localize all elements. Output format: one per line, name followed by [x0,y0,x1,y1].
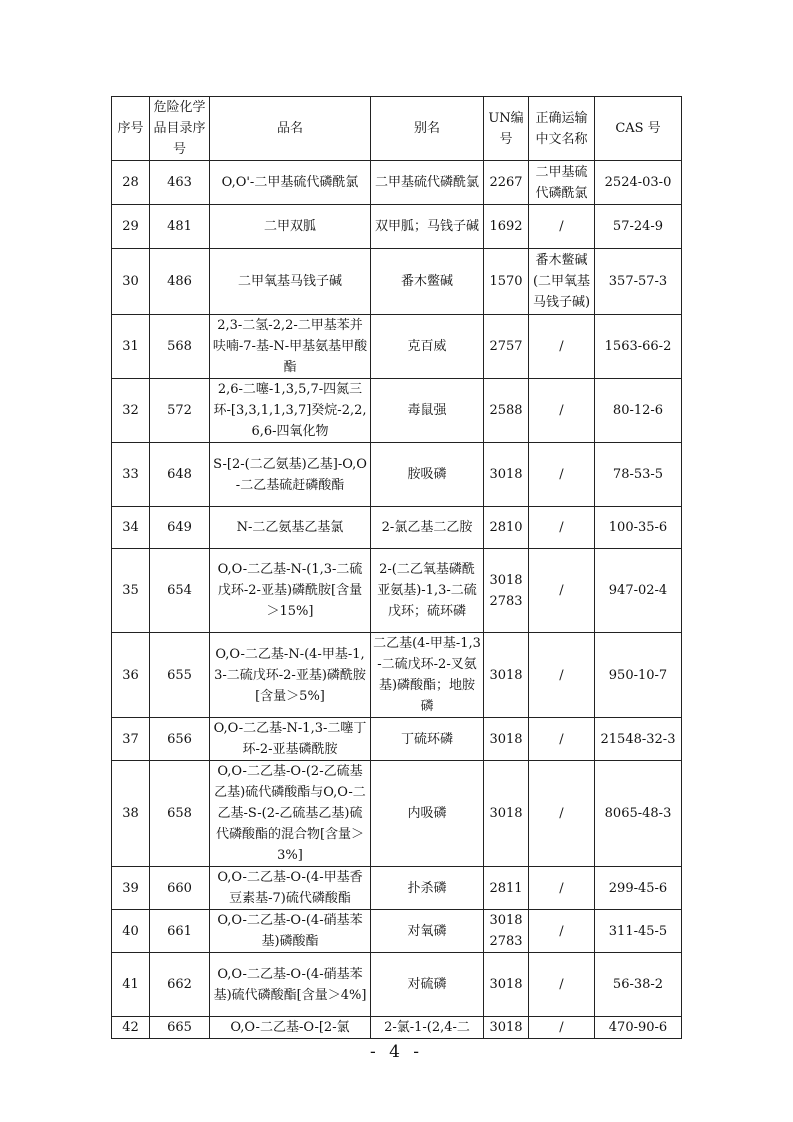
ship-name-cell: / [529,718,595,761]
un-cell: 2588 [484,379,529,443]
alias-cell: 扑杀磷 [371,867,484,910]
name-cell: O,O-二乙基-N-(4-甲基-1,3-二硫戊环-2-亚基)磷酰胺[含量＞5%] [210,633,371,718]
cas-cell: 947-02-4 [595,549,682,633]
table-row [112,633,682,718]
col-alias-header: 别名 [371,97,484,161]
table-row [112,161,682,205]
alias-cell: 克百威 [371,315,484,379]
alias-cell: 番木鳖碱 [371,249,484,315]
seq-cell: 37 [112,718,150,761]
table-row [112,718,682,761]
cas-cell: 57-24-9 [595,205,682,249]
seq-cell: 41 [112,953,150,1017]
un-cell: 3018 [484,761,529,867]
cas-cell: 950-10-7 [595,633,682,718]
catalog-no-cell: 654 [150,549,210,633]
alias-cell: 对氧磷 [371,910,484,953]
catalog-no-cell: 486 [150,249,210,315]
table-row [112,867,682,910]
col-name-header: 品名 [210,97,371,161]
table-row [112,379,682,443]
name-cell: N-二乙氨基乙基氯 [210,507,371,549]
un-cell: 2811 [484,867,529,910]
ship-name-cell: / [529,761,595,867]
catalog-no-cell: 648 [150,443,210,507]
table-row [112,443,682,507]
catalog-no-cell: 655 [150,633,210,718]
alias-cell: 二乙基(4-甲基-1,3-二硫戊环-2-叉氨基)磷酸酯；地胺磷 [371,633,484,718]
seq-cell: 42 [112,1017,150,1039]
cas-cell: 80-12-6 [595,379,682,443]
name-cell: 二甲双胍 [210,205,371,249]
seq-cell: 34 [112,507,150,549]
catalog-no-cell: 662 [150,953,210,1017]
seq-cell: 29 [112,205,150,249]
ship-name-cell: / [529,633,595,718]
name-cell: 二甲氧基马钱子碱 [210,249,371,315]
header-row [112,97,682,161]
catalog-no-cell: 649 [150,507,210,549]
chemical-table [111,96,682,1039]
alias-cell: 二甲基硫代磷酰氯 [371,161,484,205]
seq-cell: 38 [112,761,150,867]
cas-cell: 21548-32-3 [595,718,682,761]
col-ship-name-header: 正确运输中文名称 [529,97,595,161]
alias-cell: 双甲胍；马钱子碱 [371,205,484,249]
col-cas-header: CAS 号 [595,97,682,161]
name-cell: O,O-二乙基-N-(1,3-二硫戊环-2-亚基)磷酰胺[含量＞15%] [210,549,371,633]
ship-name-cell: / [529,867,595,910]
table-row [112,205,682,249]
ship-name-cell: 番木鳖碱(二甲氧基马钱子碱) [529,249,595,315]
seq-cell: 39 [112,867,150,910]
alias-cell: 毒鼠强 [371,379,484,443]
catalog-no-cell: 658 [150,761,210,867]
table-row [112,761,682,867]
cas-cell: 2524-03-0 [595,161,682,205]
cas-cell: 470-90-6 [595,1017,682,1039]
name-cell: S-[2-(二乙氨基)乙基]-O,O-二乙基硫赶磷酸酯 [210,443,371,507]
cas-cell: 56-38-2 [595,953,682,1017]
seq-cell: 40 [112,910,150,953]
seq-cell: 32 [112,379,150,443]
catalog-no-cell: 572 [150,379,210,443]
table-row [112,315,682,379]
col-seq-header: 序号 [112,97,150,161]
un-cell: 1570 [484,249,529,315]
ship-name-cell: / [529,549,595,633]
ship-name-cell: / [529,315,595,379]
seq-cell: 33 [112,443,150,507]
un-cell: 3018 [484,718,529,761]
un-cell: 3018 2783 [484,910,529,953]
alias-cell: 内吸磷 [371,761,484,867]
ship-name-cell: / [529,443,595,507]
un-cell: 3018 [484,953,529,1017]
ship-name-cell: 二甲基硫代磷酰氯 [529,161,595,205]
alias-cell: 对硫磷 [371,953,484,1017]
name-cell: O,O-二乙基-O-(4-甲基香豆素基-7)硫代磷酸酯 [210,867,371,910]
cas-cell: 78-53-5 [595,443,682,507]
cas-cell: 100-35-6 [595,507,682,549]
catalog-no-cell: 568 [150,315,210,379]
alias-cell: 2-(二乙氧基磷酰亚氨基)-1,3-二硫戊环；硫环磷 [371,549,484,633]
table-row [112,1017,682,1039]
ship-name-cell: / [529,205,595,249]
un-cell: 2267 [484,161,529,205]
name-cell: O,O-二乙基-O-[2-氯 [210,1017,371,1039]
table-row [112,507,682,549]
table-row [112,249,682,315]
name-cell: 2,6-二噻-1,3,5,7-四氮三环-[3,3,1,1,3,7]癸烷-2,2,6,6-四氧化物 [210,379,371,443]
table-row [112,953,682,1017]
un-cell: 1692 [484,205,529,249]
name-cell: O,O-二乙基-N-1,3-二噻丁环-2-亚基磷酰胺 [210,718,371,761]
catalog-no-cell: 665 [150,1017,210,1039]
alias-cell: 2-氯乙基二乙胺 [371,507,484,549]
table-row [112,910,682,953]
ship-name-cell: / [529,1017,595,1039]
alias-cell: 丁硫环磷 [371,718,484,761]
un-cell: 3018 [484,633,529,718]
ship-name-cell: / [529,910,595,953]
catalog-no-cell: 463 [150,161,210,205]
seq-cell: 30 [112,249,150,315]
cas-cell: 299-45-6 [595,867,682,910]
cas-cell: 357-57-3 [595,249,682,315]
un-cell: 2757 [484,315,529,379]
ship-name-cell: / [529,507,595,549]
un-cell: 3018 [484,1017,529,1039]
page-number: - 4 - [369,1042,424,1062]
name-cell: O,O-二乙基-O-(4-硝基苯基)磷酸酯 [210,910,371,953]
cas-cell: 8065-48-3 [595,761,682,867]
seq-cell: 28 [112,161,150,205]
table-row [112,549,682,633]
name-cell: 2,3-二氢-2,2-二甲基苯并呋喃-7-基-N-甲基氨基甲酸酯 [210,315,371,379]
catalog-no-cell: 661 [150,910,210,953]
seq-cell: 31 [112,315,150,379]
col-catalog-header: 危险化学品目录序号 [150,97,210,161]
seq-cell: 36 [112,633,150,718]
catalog-no-cell: 656 [150,718,210,761]
seq-cell: 35 [112,549,150,633]
catalog-no-cell: 481 [150,205,210,249]
name-cell: O,O'-二甲基硫代磷酰氯 [210,161,371,205]
alias-cell: 2-氯-1-(2,4-二 [371,1017,484,1039]
name-cell: O,O-二乙基-O-(4-硝基苯基)硫代磷酸酯[含量＞4%] [210,953,371,1017]
catalog-no-cell: 660 [150,867,210,910]
ship-name-cell: / [529,953,595,1017]
col-un-header: UN编号 [484,97,529,161]
cas-cell: 311-45-5 [595,910,682,953]
alias-cell: 胺吸磷 [371,443,484,507]
table-body [112,161,682,1039]
un-cell: 3018 [484,443,529,507]
un-cell: 2810 [484,507,529,549]
ship-name-cell: / [529,379,595,443]
un-cell: 3018 2783 [484,549,529,633]
name-cell: O,O-二乙基-O-(2-乙硫基乙基)硫代磷酸酯与O,O-二乙基-S-(2-乙硫基乙基)硫代磷酸酯的混合物[含量＞3%] [210,761,371,867]
cas-cell: 1563-66-2 [595,315,682,379]
